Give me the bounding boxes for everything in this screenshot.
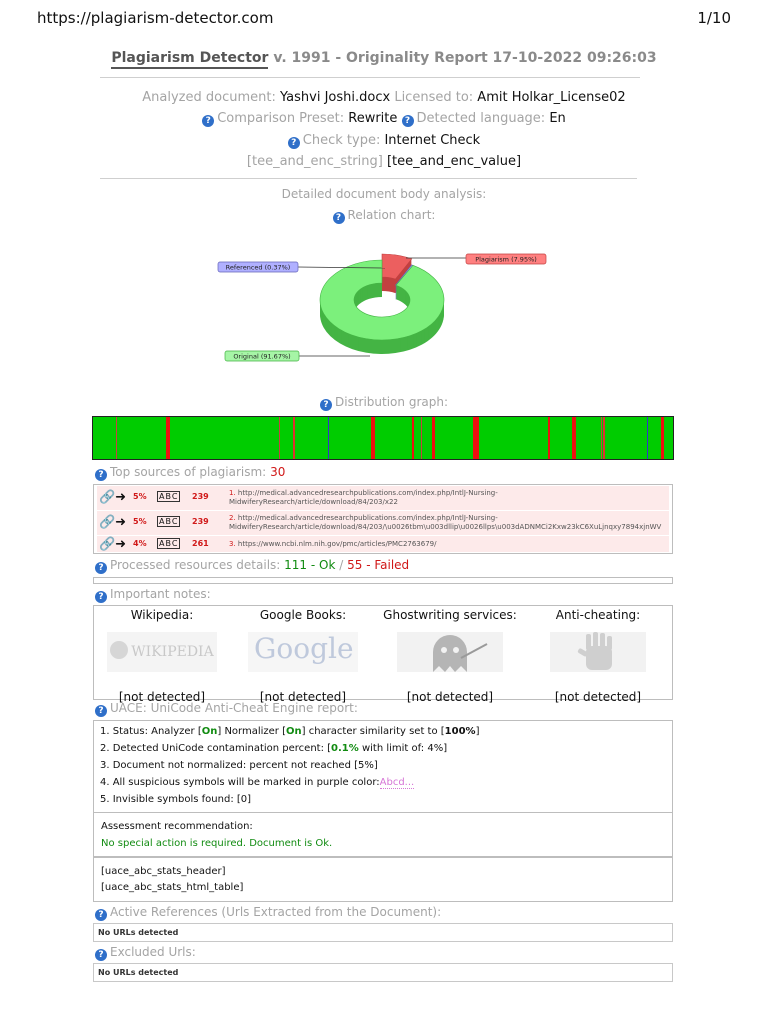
language-label: Detected language: [416,111,546,126]
source-row[interactable] [97,511,669,535]
source-url-line2: MidwiferyResearch/article/download/84/203/x22 [229,498,398,506]
distribution-mark[interactable] [166,417,170,459]
note-title: Anti-cheating: [555,608,641,622]
uace-text: 2. Detected UniCode contamination percent: [ [100,743,332,754]
google-books-logo [248,632,358,672]
processed-ok[interactable]: 111 - Ok [284,558,336,572]
check-value: Internet Check [384,133,481,148]
language-value: En [549,111,566,126]
uace-text: 4. All suspicious symbols will be marked in purple color: [100,777,380,788]
meta-line-3 [0,133,768,149]
relation-label-row [0,208,768,224]
excluded-label: Excluded Urls: [110,945,196,959]
note-status: [not detected] [259,690,347,704]
source-count: 239 [192,492,209,501]
stats-header: [uace_abc_stats_header] [101,866,226,877]
help-icon[interactable]: ? [95,949,107,961]
wikipedia-logo [107,632,217,672]
top-sources-label: Top sources of plagiarism: [110,465,267,479]
help-icon[interactable]: ? [202,115,214,127]
help-icon[interactable]: ? [320,399,332,411]
callout-label: Plagiarism (7.95%) [475,255,537,264]
meta-line-1 [0,90,768,105]
meta-line-2 [0,111,768,127]
uace-line-1 [100,726,479,737]
source-url-line1: https://www.ncbi.nlm.nih.gov/pmc/articles/PMC2763679/ [237,540,437,548]
active-refs-header [95,905,441,921]
excluded-header [95,945,196,961]
help-icon[interactable]: ? [95,562,107,574]
distribution-mark[interactable] [412,417,414,459]
abc-icon: ABC [159,517,179,526]
relation-label: Relation chart: [347,208,436,222]
distribution-mark[interactable] [572,417,576,459]
help-icon[interactable]: ? [95,705,107,717]
stats-table: [uace_abc_stats_html_table] [101,882,244,893]
donut [320,254,444,354]
distribution-mark[interactable] [601,417,602,459]
slice-original [320,260,444,340]
distribution-mark[interactable] [371,417,375,459]
note-status: [not detected] [406,690,494,704]
note-title: Wikipedia: [130,608,194,622]
uace-text: ] Normalizer [ [217,726,286,737]
meta-divider [100,178,637,179]
preset-label: Comparison Preset: [217,111,345,126]
notes-header [95,587,211,603]
uace-text: ] character similarity set to [ [301,726,445,737]
google-wordmark: Google [254,632,354,665]
distribution-mark[interactable] [548,417,550,459]
processed-box [93,577,673,584]
help-icon[interactable]: ? [95,469,107,481]
preset-value: Rewrite [348,111,398,126]
note-status: [not detected] [554,690,642,704]
uace-text: 1. Status: Analyzer [ [100,726,202,737]
source-count: 239 [192,517,209,526]
distribution-mark[interactable] [473,417,479,459]
assessment-value: No special action is required. Document is Ok. [101,838,333,849]
distribution-mark[interactable] [661,417,664,459]
processed-row [95,558,409,574]
stats-box [93,857,673,902]
note-title: Google Books: [259,608,347,622]
source-percent: 5% [133,517,147,526]
check-label: Check type: [302,133,381,148]
uace-line-2 [100,743,447,754]
distribution-mark[interactable] [432,417,435,459]
source-url[interactable] [229,514,661,532]
distribution-mark[interactable] [647,417,648,459]
licensed-label: Licensed to: [394,90,474,105]
notes-label: Important notes: [110,587,211,601]
app-name: Plagiarism Detector [111,50,268,69]
uace-header [95,701,358,717]
link-icon: 🔗➜ [99,537,127,552]
note-title: Ghostwriting services: [383,608,517,622]
top-sources-count: 30 [270,465,286,479]
report-title [0,50,768,66]
help-icon[interactable]: ? [288,137,300,149]
uace-line-4 [100,777,414,788]
report-subtitle: v. 1991 - Originality Report 17-10-2022 09:26:03 [273,50,657,66]
hand-icon [550,632,646,672]
tee-label: [tee_and_enc_string] [246,154,383,169]
assessment-box [93,813,673,857]
source-percent: 5% [133,492,147,501]
distribution-label: Distribution graph: [335,395,448,409]
contamination-value: 0.1% [331,743,359,754]
ghost-icon [397,632,503,672]
analyzed-value: Yashvi Joshi.docx [280,90,391,105]
source-row[interactable] [97,536,669,552]
source-url[interactable] [229,489,498,507]
note-status: [not detected] [118,690,206,704]
uace-label: UACE: UniCode Anti-Cheat Engine report: [110,701,358,715]
note-anti-cheating [528,608,668,704]
source-number: 2. [229,514,236,522]
source-number: 1. [229,489,236,497]
distribution-mark[interactable] [116,417,117,459]
link-icon: 🔗➜ [99,515,127,530]
analyzer-on: On [201,726,218,737]
top-sources-header [95,465,285,481]
distribution-mark[interactable] [279,417,280,459]
source-count: 261 [192,539,209,548]
similarity-value: 100% [444,726,476,737]
wikipedia-wordmark: WIKIPEDIA [131,644,214,660]
note-wikipedia [92,608,232,704]
distribution-mark[interactable] [421,417,422,459]
note-google-books [233,608,373,704]
abc-icon: ABC [159,492,179,501]
callout-label: Original (91.67%) [233,352,291,361]
title-divider [100,77,640,78]
meta-line-4 [0,154,768,169]
detailed-label: Detailed document body analysis: [281,187,487,201]
source-number: 3. [229,540,236,548]
source-url-line1: http://medical.advancedresearchpublications.com/index.php/IntlJ-Nursing- [237,489,498,497]
help-icon[interactable]: ? [95,591,107,603]
processed-failed[interactable]: 55 - Failed [347,558,410,572]
distribution-mark[interactable] [328,417,329,459]
uace-text: with limit of: 4%] [358,743,448,754]
active-refs-label: Active References (Urls Extracted from the Document): [110,905,442,919]
uace-line-3: 3. Document not normalized: percent not reached [5%] [100,760,378,771]
distribution-mark[interactable] [293,417,295,459]
distribution-mark[interactable] [603,417,605,459]
help-icon[interactable]: ? [402,115,414,127]
abc-icon: ABC [159,539,179,548]
callout-label: Referenced (0.37%) [225,263,291,272]
purple-sample: Abcd... [379,777,415,788]
link-icon: 🔗➜ [99,490,127,505]
assessment-label: Assessment recommendation: [101,821,253,832]
distribution-label-row [0,395,768,411]
note-ghostwriting [380,608,520,704]
normalizer-on: On [286,726,302,737]
uace-text: ] [475,726,480,737]
source-url-line2: MidwiferyResearch/article/download/84/203/\u0026tbm\u003dllip\u0026llps\u003dADNMCi2Kxw23kC6XuLjnqxy7894xjnWV [229,523,662,531]
relation-chart [210,248,560,368]
help-icon[interactable]: ? [333,212,345,224]
source-url[interactable] [229,540,436,549]
source-row[interactable] [97,486,669,510]
source-url-line1: http://medical.advancedresearchpublications.com/index.php/IntlJ-Nursing- [237,514,498,522]
help-icon[interactable]: ? [95,909,107,921]
tee-value: [tee_and_enc_value] [386,154,522,169]
uace-line-5: 5. Invisible symbols found: [0] [100,794,252,805]
processed-separator: / [339,558,344,572]
licensed-value: Amit Holkar_License02 [477,90,626,105]
source-percent: 4% [133,539,147,548]
distribution-graph [92,416,674,460]
excluded-box: No URLs detected [93,963,673,982]
analyzed-label: Analyzed document: [142,90,276,105]
active-refs-box: No URLs detected [93,923,673,942]
processed-label: Processed resources details: [110,558,281,572]
page-url[interactable]: https://plagiarism-detector.com [37,9,274,27]
page-counter: 1/10 [697,9,731,27]
